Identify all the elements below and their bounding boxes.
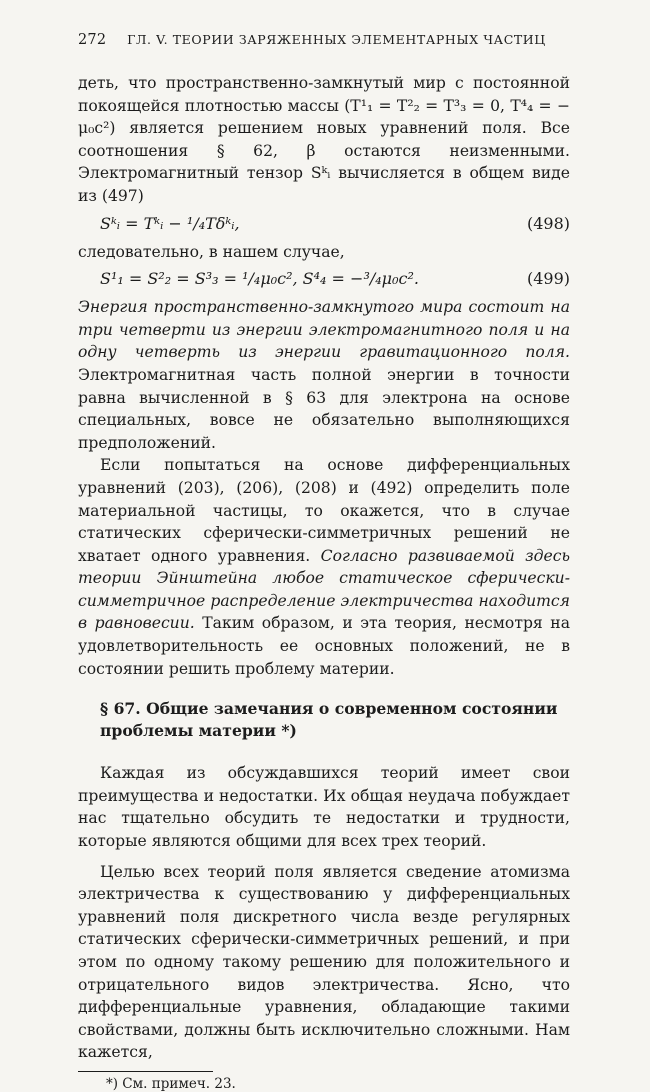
paragraph-3-end: Таким образом, и эта теория, несмотря на удовлетворительность ее основных положений, не в состоянии решить проблему материи. (78, 614, 570, 678)
paragraph-2-rest: Электромагнитная часть полной энергии в точности равна вычисленной в § 63 для электрона на основе специальных, вовсе не обязательно выполняющихся предположений. (78, 365, 570, 452)
paragraph-3-emphasis: Согласно развиваемой здесь теории Эйнштейна любое статическое сферически-симметричное распределение электричества находится в равновесии. (78, 546, 570, 633)
page-number: 272 (78, 32, 107, 48)
equation-498-number: (498) (526, 213, 570, 233)
equation-499 (78, 267, 570, 291)
paragraph-4: Каждая из обсуждавшихся теорий имеет свои преимущества и недостатки. Их общая неудача побуждает нас тщательно обсудить те недостатки и трудности, которые являются общими для всех трех теорий. (78, 764, 570, 851)
paragraph-5: Целью всех теорий поля является сведение атомизма электричества к существованию у дифференциальных уравнений поля дискретного числа везде регулярных статических сферически-симметричных решений, и при этом по одному такому решению для положительного и отрицательного видов электричества. Ясно, что дифференциальные уравнения, обладающие такими свойствами, должны быть исключительно сложными. Нам кажется, (78, 862, 570, 1062)
paragraph-1: деть, что пространственно-замкнутый мир с постоянной покоящейся плотностью массы (T¹₁ = T²₂ = T³₃ = 0, T⁴₄ = − μ₀c²) является решением новых уравнений поля. Все соотношения § 62, β остаются неизменными. Электромагнитный тензор Sᵏᵢ вычисляется в общем виде из (497) (78, 74, 570, 205)
equation-498 (78, 212, 570, 236)
equation-499-number: (499) (526, 269, 570, 289)
equation-499-formula: S¹₁ = S²₂ = S³₃ = ¹/₄μ₀c², S⁴₄ = −³/₄μ₀c². (100, 269, 419, 289)
paragraph-2-emphasis: Энергия пространственно-замкнутого мира состоит на три четверти из энергии электромагнитного поля и на одну четверть из энергии гравитационного поля. (78, 298, 570, 362)
chapter-title: ГЛ. V. ТЕОРИИ ЗАРЯЖЕННЫХ ЭЛЕМЕНТАРНЫХ ЧАСТИЦ (127, 32, 546, 47)
paragraph-3 (78, 454, 570, 680)
section-title: § 67. Общие замечания о современном состоянии проблемы материи *) (100, 699, 558, 741)
footnote-rule (78, 1071, 213, 1072)
footnote: *) См. примеч. 23. (106, 1075, 236, 1092)
equation-lead-text: следовательно, в нашем случае, (78, 242, 345, 261)
paragraph-2 (78, 296, 570, 454)
equation-498-formula: Sᵏᵢ = Tᵏᵢ − ¹/₄Tδᵏᵢ, (100, 213, 240, 233)
paragraph-3-start: Если попытаться на основе дифференциальных уравнений (203), (206), (208) и (492) определить поле материальной частицы, то окажется, что в случае статических сферически-симметричных решений не хватает одного уравнения. (78, 456, 570, 565)
running-header (78, 32, 570, 56)
book-page (78, 32, 570, 1092)
